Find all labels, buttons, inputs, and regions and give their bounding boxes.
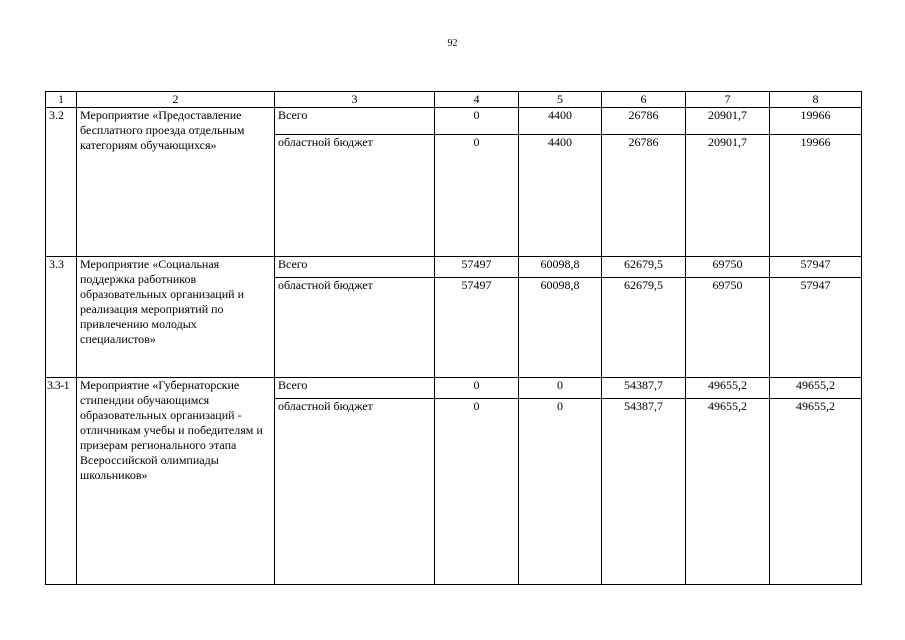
row-code: 3.2 <box>46 108 77 257</box>
row-code: 3.3-1 <box>46 378 77 585</box>
funding-source: областной бюджет <box>275 278 435 378</box>
row-name: Мероприятие «Предоставление бесплатного проезда отдельным категориям обучающихся» <box>77 108 275 257</box>
header-cell: 4 <box>435 92 519 108</box>
header-cell: 8 <box>770 92 862 108</box>
value-cell: 57497 <box>435 278 519 378</box>
value-cell: 69750 <box>686 257 770 278</box>
budget-table <box>45 91 862 585</box>
header-cell: 1 <box>46 92 77 108</box>
value-cell: 4400 <box>519 108 602 135</box>
value-cell: 0 <box>519 378 602 399</box>
value-cell: 19966 <box>770 108 862 135</box>
header-cell: 3 <box>275 92 435 108</box>
value-cell: 49655,2 <box>770 378 862 399</box>
value-cell: 57947 <box>770 278 862 378</box>
value-cell: 49655,2 <box>686 378 770 399</box>
header-cell: 7 <box>686 92 770 108</box>
header-cell: 6 <box>602 92 686 108</box>
table-row <box>46 257 862 278</box>
row-name: Мероприятие «Социальная поддержка работников образовательных организаций и реализация мероприятий по привлечению молодых специалистов» <box>77 257 275 378</box>
table-row <box>46 108 862 135</box>
value-cell: 20901,7 <box>686 135 770 257</box>
value-cell: 49655,2 <box>770 399 862 585</box>
value-cell: 0 <box>519 399 602 585</box>
value-cell: 69750 <box>686 278 770 378</box>
value-cell: 60098,8 <box>519 257 602 278</box>
header-row <box>46 92 862 108</box>
value-cell: 62679,5 <box>602 257 686 278</box>
funding-source: Всего <box>275 108 435 135</box>
value-cell: 0 <box>435 108 519 135</box>
funding-source: Всего <box>275 257 435 278</box>
row-code: 3.3 <box>46 257 77 378</box>
value-cell: 26786 <box>602 108 686 135</box>
value-cell: 0 <box>435 399 519 585</box>
value-cell: 57947 <box>770 257 862 278</box>
value-cell: 62679,5 <box>602 278 686 378</box>
header-cell: 2 <box>77 92 275 108</box>
value-cell: 0 <box>435 378 519 399</box>
value-cell: 49655,2 <box>686 399 770 585</box>
table-row <box>46 378 862 399</box>
value-cell: 54387,7 <box>602 399 686 585</box>
header-cell: 5 <box>519 92 602 108</box>
value-cell: 57497 <box>435 257 519 278</box>
value-cell: 26786 <box>602 135 686 257</box>
value-cell: 60098,8 <box>519 278 602 378</box>
funding-source: областной бюджет <box>275 135 435 257</box>
value-cell: 54387,7 <box>602 378 686 399</box>
value-cell: 4400 <box>519 135 602 257</box>
funding-source: Всего <box>275 378 435 399</box>
page-number: 92 <box>447 38 458 49</box>
value-cell: 20901,7 <box>686 108 770 135</box>
value-cell: 19966 <box>770 135 862 257</box>
funding-source: областной бюджет <box>275 399 435 585</box>
row-name: Мероприятие «Губернаторские стипендии обучающимся образовательных организаций - отличникам учебы и победителям и призерам регионального этапа Всероссийской олимпиады школьников» <box>77 378 275 585</box>
value-cell: 0 <box>435 135 519 257</box>
